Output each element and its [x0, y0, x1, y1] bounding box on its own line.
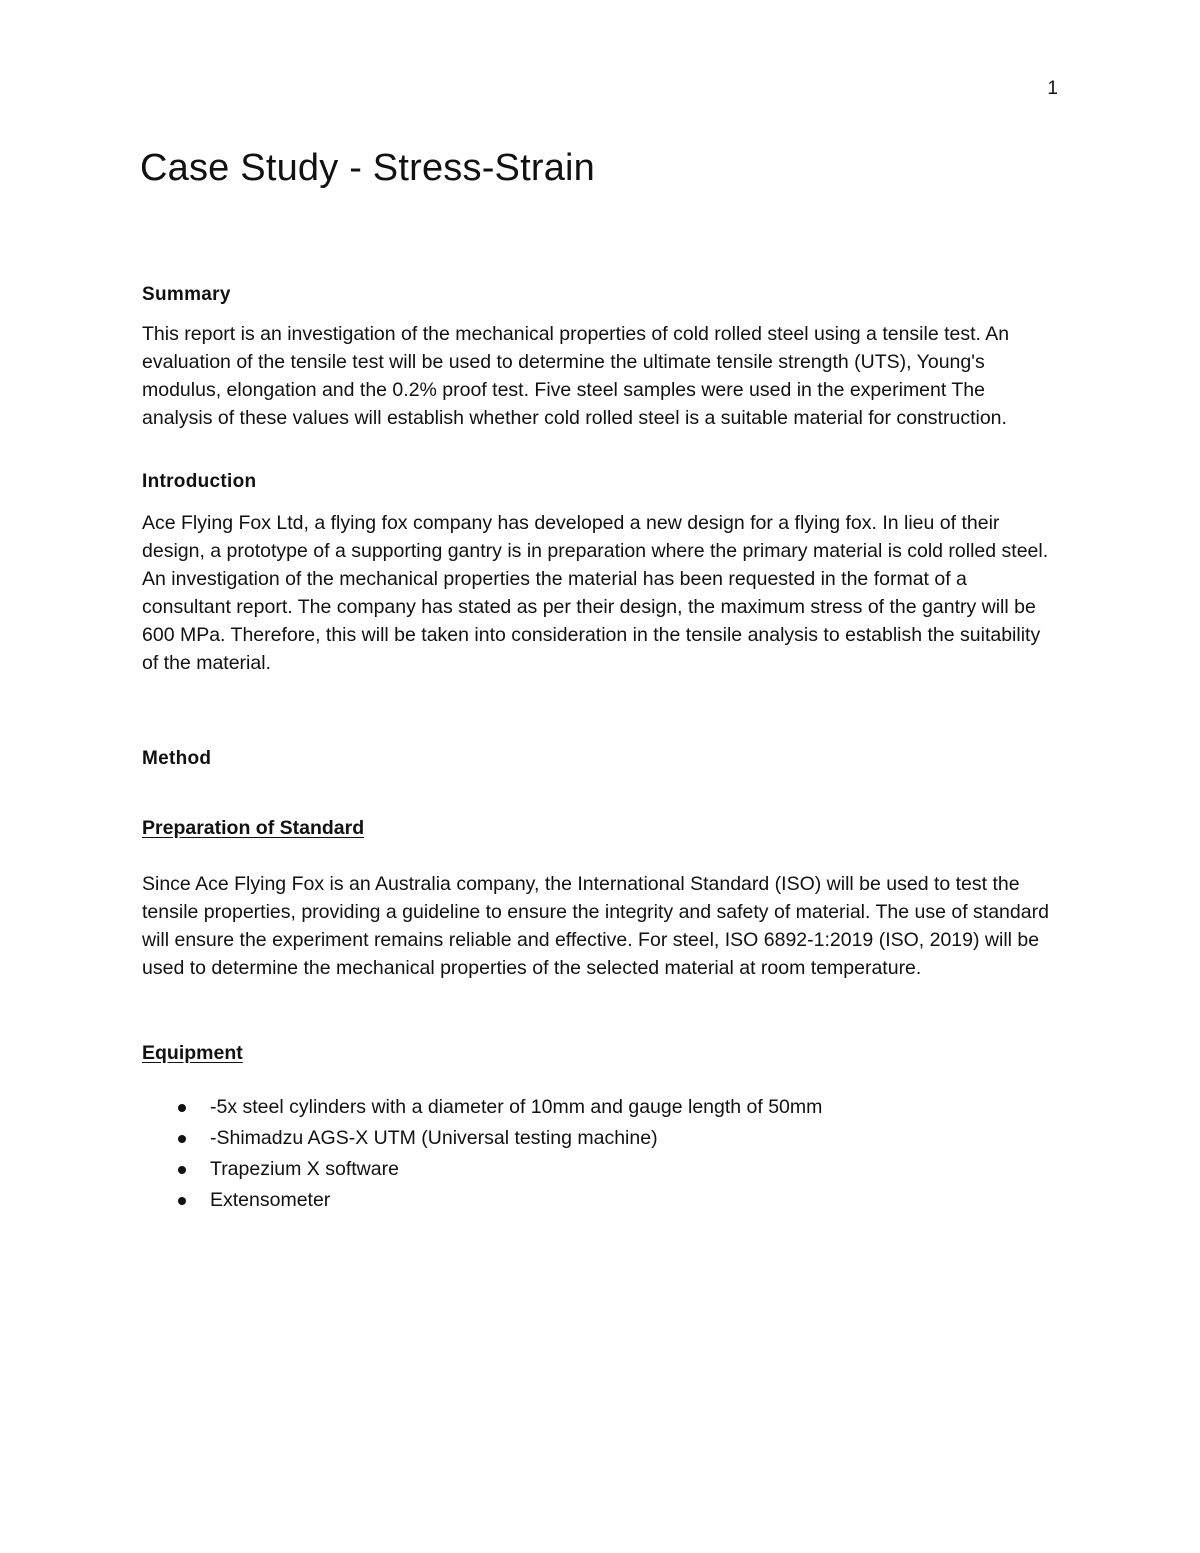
- list-item: [142, 1185, 1052, 1216]
- equipment-item-text: -Shimadzu AGS-X UTM (Universal testing machine): [210, 1127, 658, 1149]
- equipment-list: [142, 1092, 1052, 1216]
- document-body: [142, 283, 1052, 1216]
- list-item: [142, 1123, 1052, 1154]
- equipment-item-text: Extensometer: [210, 1189, 331, 1211]
- equipment-item-text: -5x steel cylinders with a diameter of 10mm and gauge length of 50mm: [210, 1096, 823, 1118]
- page-number: 1: [1047, 78, 1058, 99]
- equipment-heading: Equipment: [142, 1042, 243, 1064]
- bullet-icon: [178, 1197, 186, 1205]
- bullet-icon: [178, 1135, 186, 1143]
- bullet-icon: [178, 1166, 186, 1174]
- summary-paragraph: This report is an investigation of the mechanical properties of cold rolled steel using a tensile test. An evaluation of the tensile test will be used to determine the ultimate tensile strength (UTS), Young's modulus, elongation and the 0.2% proof test. Five steel samples were used in the experiment The analysis of these values will establish whether cold rolled steel is a suitable material for construction.: [142, 323, 1010, 429]
- introduction-heading: Introduction: [142, 471, 257, 492]
- document-title: Case Study - Stress-Strain: [140, 147, 596, 189]
- list-item: [142, 1154, 1052, 1185]
- summary-heading: Summary: [142, 284, 231, 305]
- bullet-icon: [178, 1104, 186, 1112]
- preparation-heading: Preparation of Standard: [142, 817, 365, 839]
- method-heading: Method: [142, 748, 212, 769]
- preparation-paragraph: Since Ace Flying Fox is an Australia company, the International Standard (ISO) will be used to test the tensile properties, providing a guideline to ensure the integrity and safety of material. The use of standard will ensure the experiment remains reliable and effective. For steel, ISO 6892-1:2019 (ISO, 2019) will be used to determine the mechanical properties of the selected material at room temperature.: [142, 873, 1049, 979]
- introduction-paragraph: Ace Flying Fox Ltd, a flying fox company has developed a new design for a flying fox. In lieu of their design, a prototype of a supporting gantry is in preparation where the primary material is cold rolled steel. An investigation of the mechanical properties the material has been requested in the format of a consultant report. The company has stated as per their design, the maximum stress of the gantry will be 600 MPa. Therefore, this will be taken into consideration in the tensile analysis to establish the suitability of the material.: [142, 512, 1049, 674]
- method-section: [142, 747, 1052, 1216]
- equipment-item-text: Trapezium X software: [210, 1158, 399, 1180]
- summary-section: [142, 283, 1052, 432]
- introduction-section: [142, 470, 1052, 677]
- list-item: [142, 1092, 1052, 1123]
